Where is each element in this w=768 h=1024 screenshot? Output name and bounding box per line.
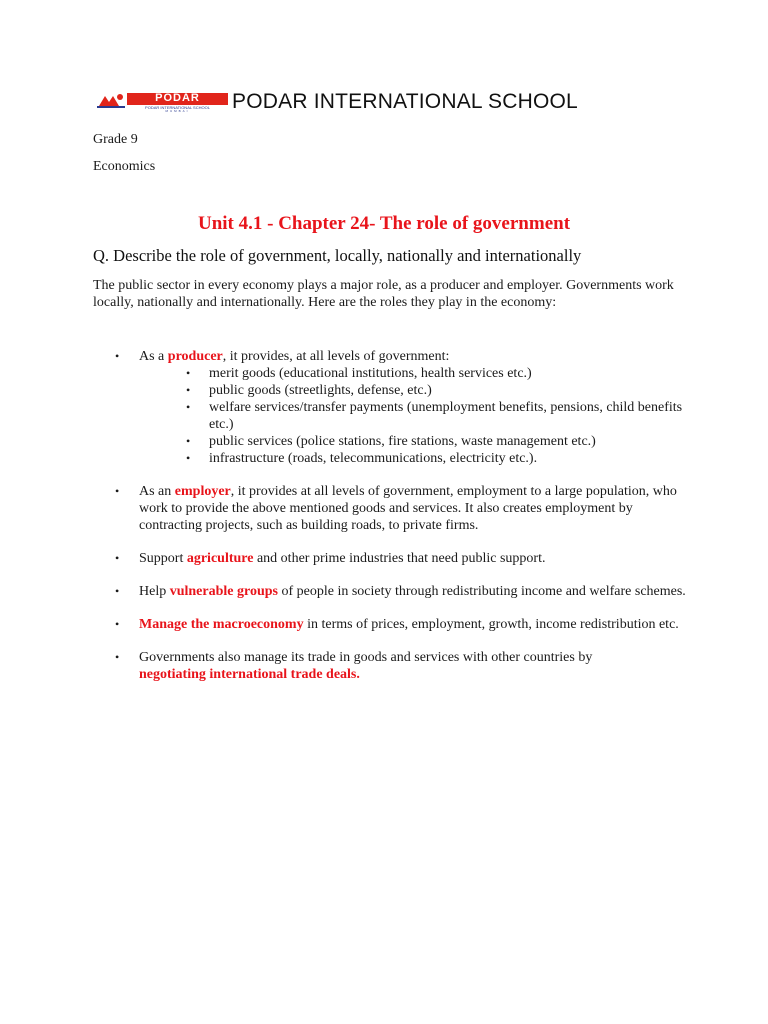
role-highlight: agriculture xyxy=(186,551,254,566)
role-highlight: vulnerable groups xyxy=(169,584,278,599)
role-text-post: of people in society through redistributing income and welfare schemes. xyxy=(277,584,686,599)
producer-sub-list xyxy=(139,365,693,467)
subject-label: Economics xyxy=(93,159,156,174)
role-text-post: , it provides at all levels of government, employment to a large population, who work to provide the above mentioned goods and services. It also creates employment by contracting projects, such as building roads, to private firms. xyxy=(139,484,677,533)
roles-list xyxy=(93,348,693,699)
school-logo xyxy=(97,91,228,113)
grade-label: Grade 9 xyxy=(93,132,138,147)
list-item xyxy=(93,483,693,534)
unit-title: Unit 4.1 - Chapter 24- The role of government xyxy=(197,213,571,234)
role-highlight: Manage the macroeconomy xyxy=(139,617,304,632)
role-text-pre: Help xyxy=(139,584,170,599)
sub-list-item: • public services (police stations, fire stations, waste management etc.) xyxy=(139,433,693,450)
role-text-post: , it provides, at all levels of government: xyxy=(222,349,450,364)
sub-list-item: • infrastructure (roads, telecommunications, electricity etc.). xyxy=(139,450,693,467)
role-highlight: employer xyxy=(174,484,231,499)
sub-list-item: • welfare services/transfer payments (unemployment benefits, pensions, child benefits etc.) xyxy=(139,399,693,433)
logo-subtext: PODAR INTERNATIONAL SCHOOL xyxy=(145,105,210,110)
logo-text: PODAR xyxy=(155,92,200,104)
logo-city: MUMBAI xyxy=(165,109,190,113)
intro-paragraph: The public sector in every economy plays a major role, as a producer and employer. Governments work locally, nationally and internationally. Here are the roles they play in the economy: xyxy=(93,278,674,310)
list-item xyxy=(93,550,693,567)
list-item xyxy=(93,348,693,467)
role-text-post: and other prime industries that need public support. xyxy=(253,551,546,566)
list-item xyxy=(93,649,693,683)
role-highlight: producer xyxy=(167,349,223,364)
school-name: PODAR INTERNATIONAL SCHOOL xyxy=(232,90,578,113)
question-text: Q. Describe the role of government, locally, nationally and internationally xyxy=(93,246,582,265)
role-text-pre: As an xyxy=(139,484,175,499)
role-text-pre: Support xyxy=(139,551,187,566)
list-item xyxy=(93,583,693,600)
role-highlight: negotiating international trade deals. xyxy=(139,667,360,682)
sub-list-item: • public goods (streetlights, defense, etc.) xyxy=(139,382,693,399)
sub-list-item: • merit goods (educational institutions, health services etc.) xyxy=(139,365,693,382)
logo-emblem-icon xyxy=(97,93,125,109)
role-text-pre: As a xyxy=(139,349,168,364)
role-text-post: in terms of prices, employment, growth, income redistribution etc. xyxy=(303,617,679,632)
list-item xyxy=(93,616,693,633)
role-text-pre: Governments also manage its trade in goods and services with other countries by xyxy=(139,650,593,665)
school-header xyxy=(97,87,578,117)
